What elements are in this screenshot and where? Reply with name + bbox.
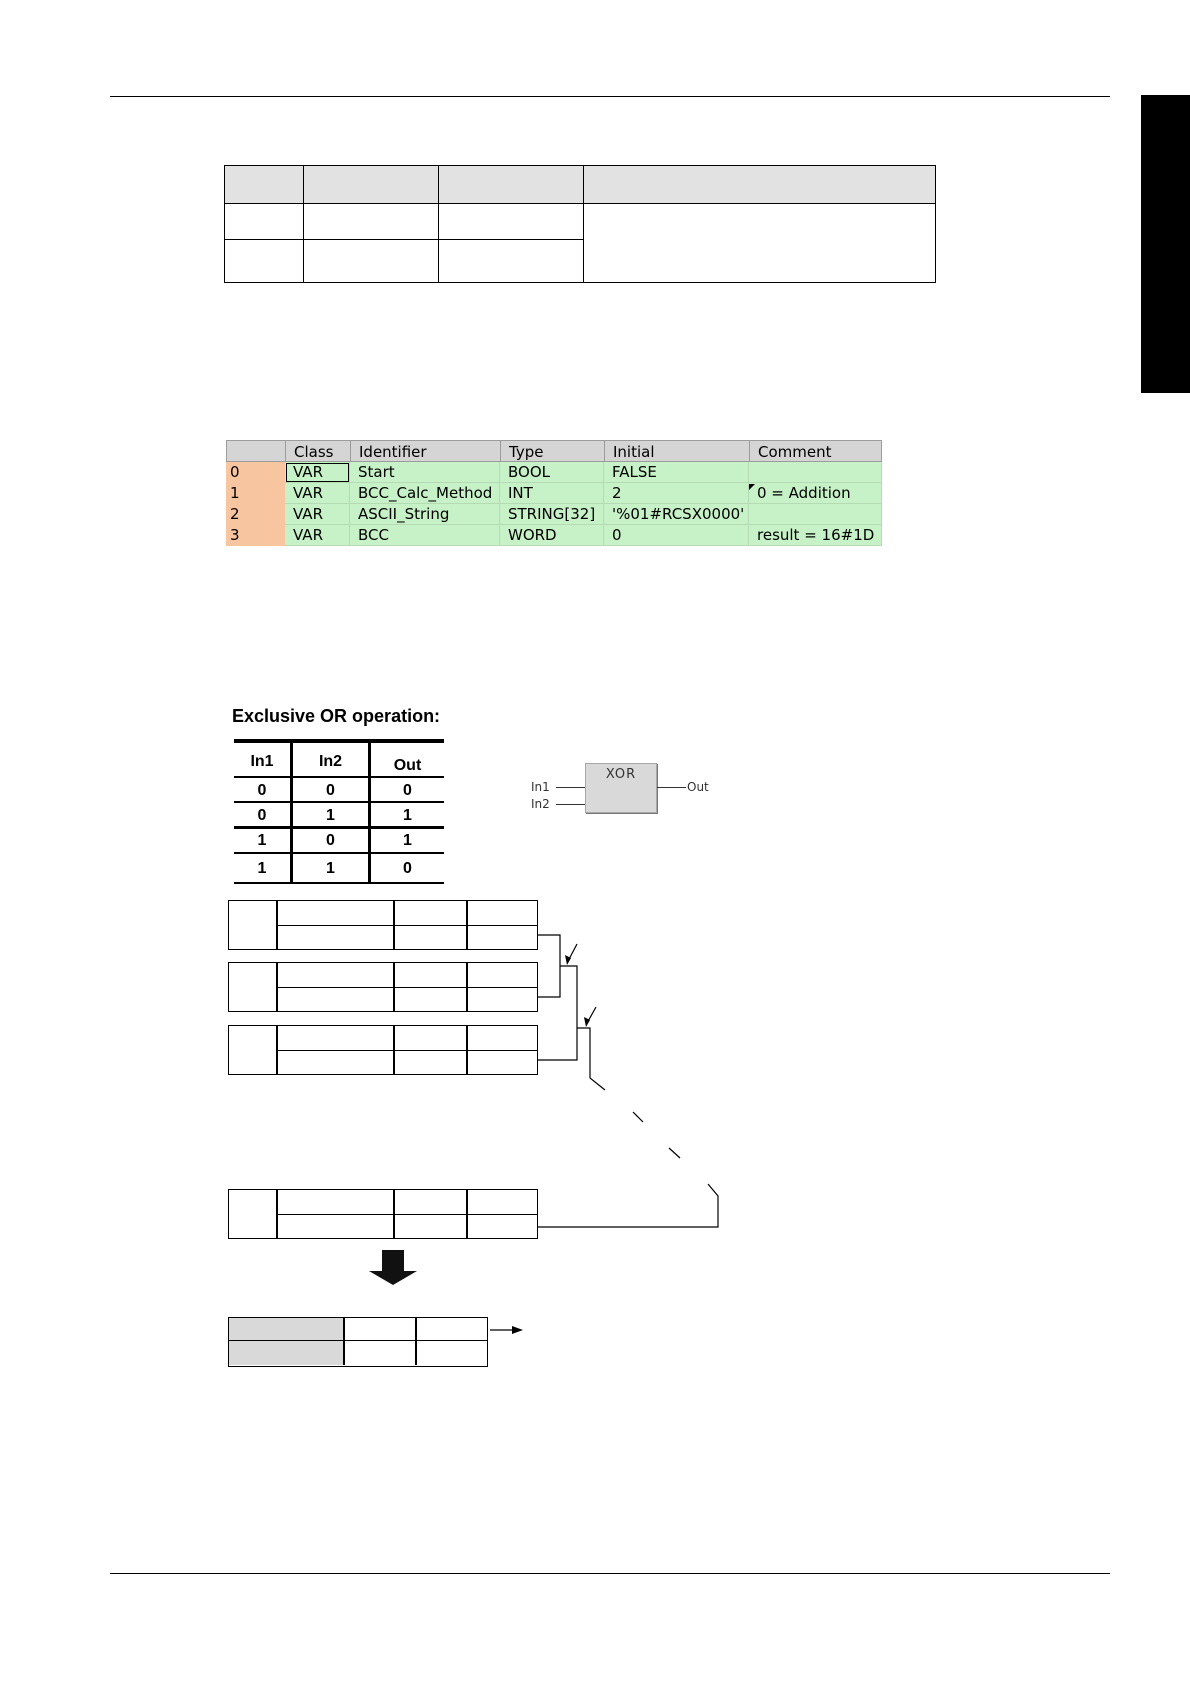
grid-header-class[interactable]: Class xyxy=(286,441,351,463)
xor-block-title: XOR xyxy=(605,767,637,782)
down-arrow-icon xyxy=(369,1250,417,1285)
identifier-cell[interactable]: ASCII_String xyxy=(350,504,500,525)
xor-bracket-2 xyxy=(538,966,577,1060)
class-cell[interactable]: VAR xyxy=(285,525,350,546)
xor-title: Exclusive OR operation: xyxy=(232,706,441,726)
xor-chain-continuation xyxy=(577,1028,605,1090)
type-cell[interactable]: WORD xyxy=(500,525,604,546)
truth-table-cell: 0 xyxy=(257,807,267,824)
class-cell[interactable]: VAR xyxy=(285,504,350,525)
truth-table-cell: 0 xyxy=(326,782,335,799)
truth-table-header: In2 xyxy=(318,753,343,770)
type-cell[interactable]: BOOL xyxy=(500,462,604,483)
truth-table-cell: 1 xyxy=(403,807,412,824)
class-cell[interactable]: VAR xyxy=(285,483,350,504)
initial-cell[interactable]: FALSE xyxy=(604,462,749,483)
truth-table-cell: 0 xyxy=(403,782,412,799)
truth-table-cell: 1 xyxy=(326,807,335,824)
grid-header-comment[interactable]: Comment xyxy=(758,443,832,461)
truth-table-header: In1 xyxy=(250,753,274,770)
grid-header-identifier[interactable]: Identifier xyxy=(351,441,501,463)
comment-text: 0 = Addition xyxy=(757,484,851,502)
ellipsis-dash xyxy=(633,1112,643,1122)
xor-output-out-label: Out xyxy=(687,780,709,794)
ellipsis-dash xyxy=(669,1148,680,1158)
xor-bracket-last xyxy=(538,1184,718,1227)
initial-cell[interactable]: 2 xyxy=(604,483,749,504)
type-cell[interactable]: STRING[32] xyxy=(500,504,604,525)
truth-table-cell: 1 xyxy=(326,860,335,877)
grid-header-type[interactable]: Type xyxy=(501,441,605,463)
truth-table-cell: 0 xyxy=(403,860,412,877)
row-number[interactable]: 3 xyxy=(226,525,285,546)
grid-header-initial[interactable]: Initial xyxy=(605,441,750,463)
identifier-cell[interactable]: BCC_Calc_Method xyxy=(350,483,500,504)
type-cell[interactable]: INT xyxy=(500,483,604,504)
truth-table-cell: 0 xyxy=(257,782,267,799)
row-number[interactable]: 1 xyxy=(226,483,285,504)
truth-table-cell: 0 xyxy=(326,832,335,849)
comment-cell[interactable]: result = 16#1D xyxy=(749,525,882,546)
truth-table-cell: 1 xyxy=(403,832,412,849)
truth-table-header: Out xyxy=(393,757,422,774)
truth-table-cell: 1 xyxy=(257,860,267,877)
initial-cell[interactable]: 0 xyxy=(604,525,749,546)
identifier-cell[interactable]: Start xyxy=(350,462,500,483)
identifier-cell[interactable]: BCC xyxy=(350,525,500,546)
class-cell[interactable]: VAR xyxy=(285,462,350,483)
truth-table-cell: 1 xyxy=(257,832,267,849)
xor-input-in2-label: In2 xyxy=(531,797,550,811)
xor-bracket-1 xyxy=(538,935,560,997)
arrow-head-icon xyxy=(512,1326,523,1334)
initial-cell[interactable]: '%01#RCSX0000' xyxy=(604,504,749,525)
xor-input-in1-label: In1 xyxy=(531,780,550,794)
row-number[interactable]: 0 xyxy=(226,462,285,483)
row-number[interactable]: 2 xyxy=(226,504,285,525)
